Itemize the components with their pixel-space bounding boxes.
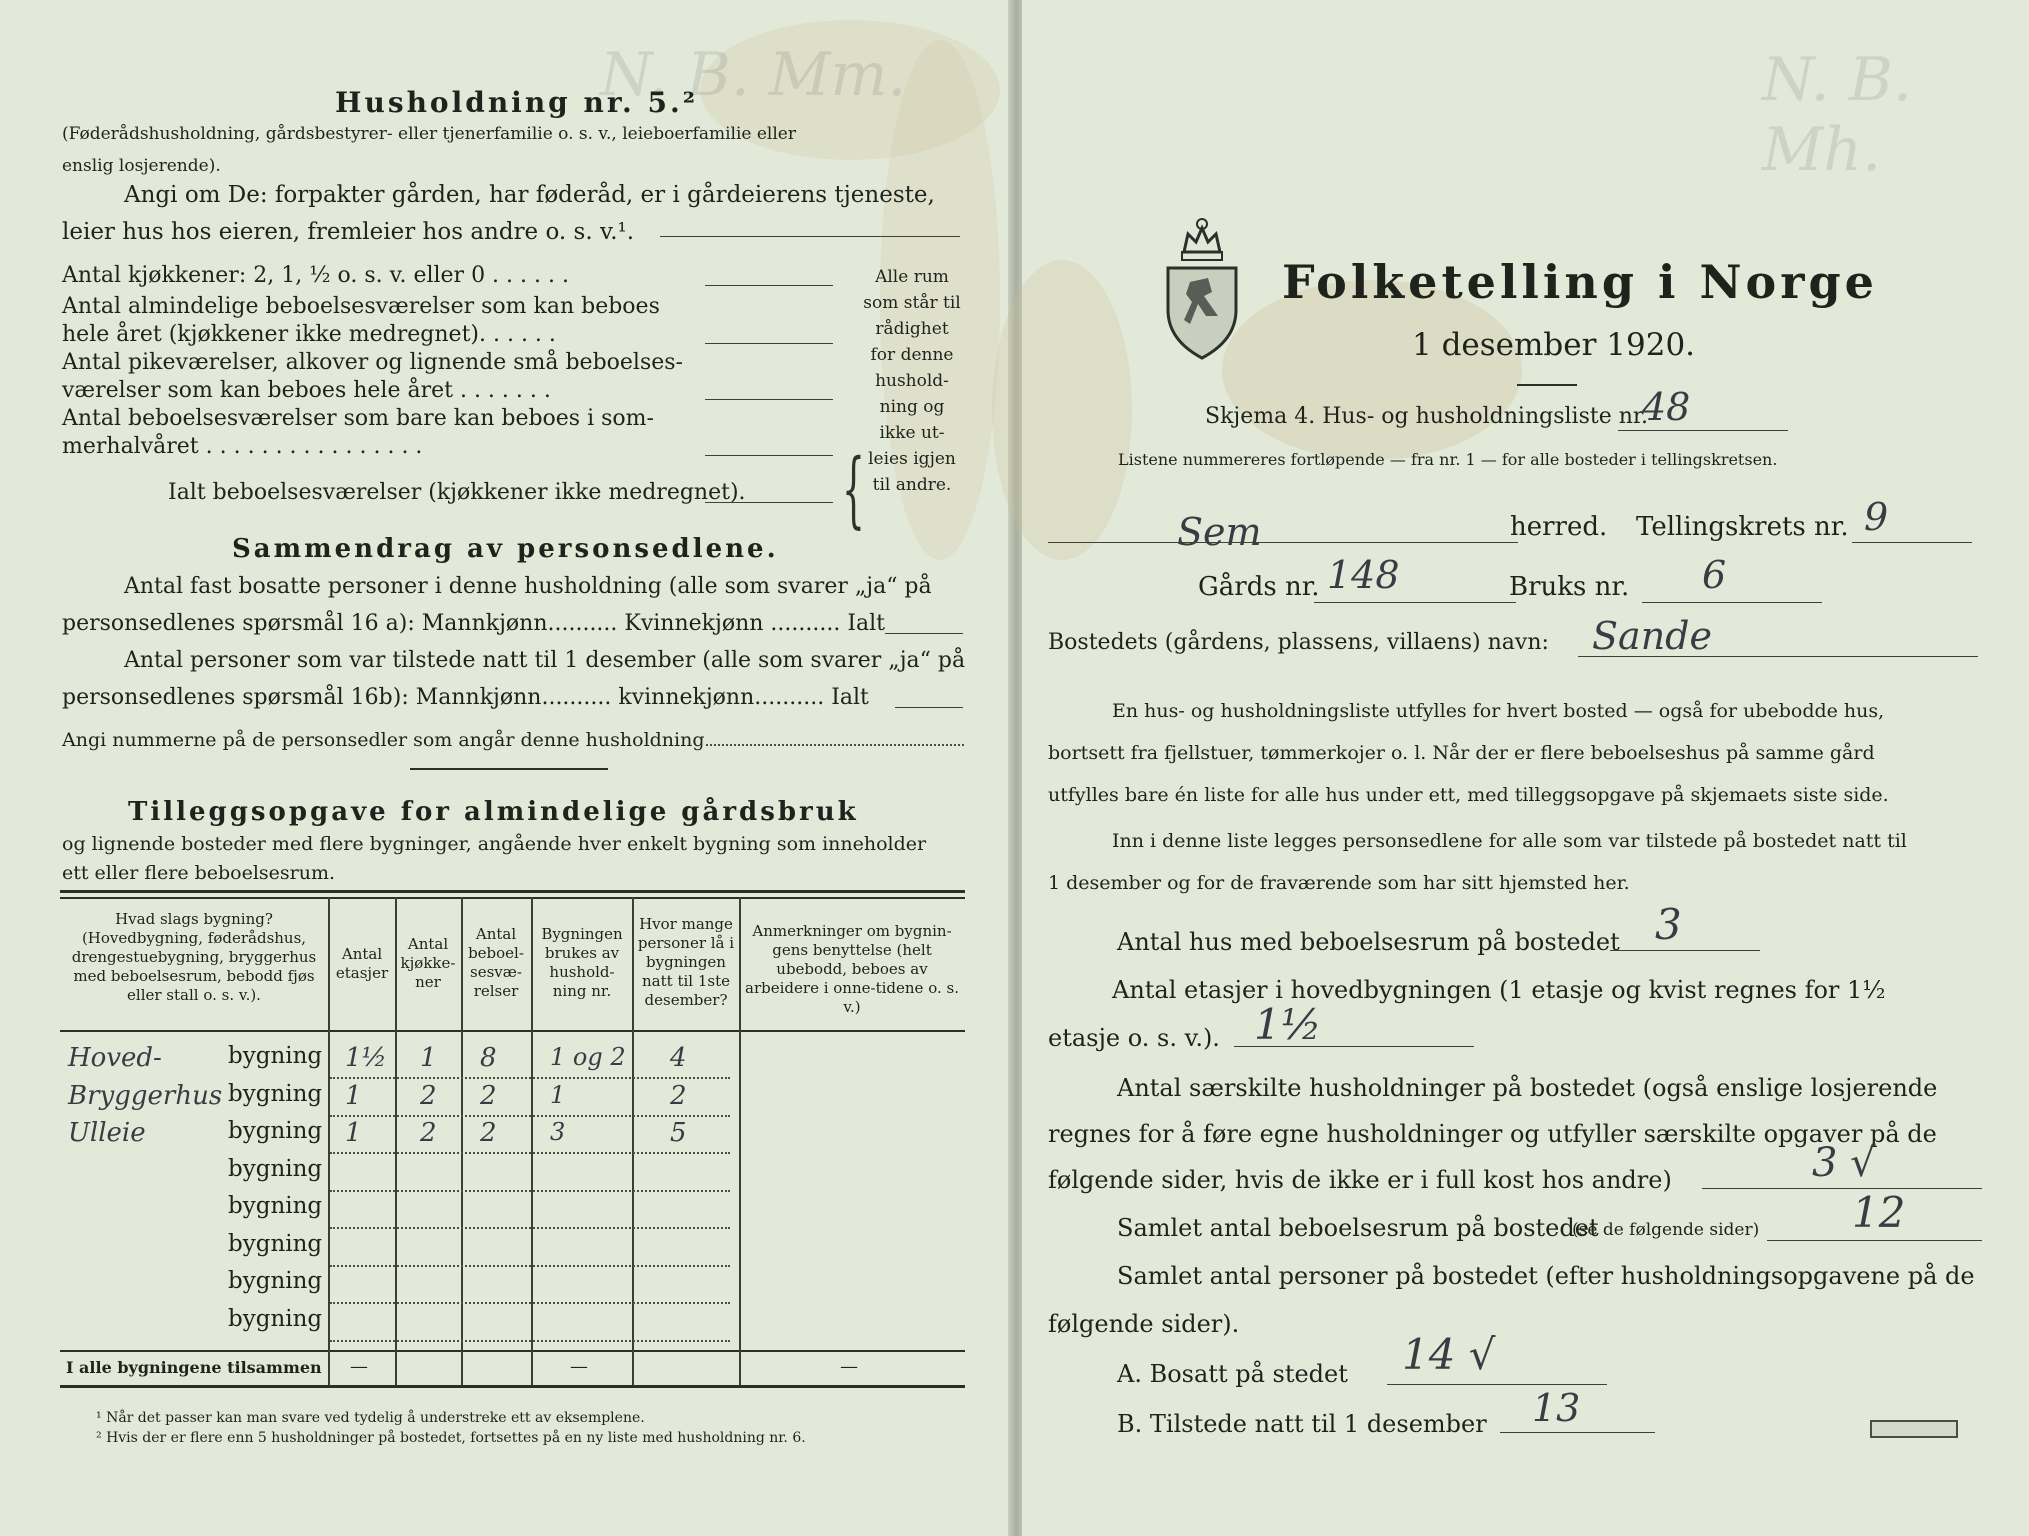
samlet-rum-note: (se de følgende sider) bbox=[1572, 1220, 1760, 1240]
rooms-somm-1: Antal beboelsesværelser som bare kan beboes i som- bbox=[62, 406, 654, 431]
bruks-value: 6 bbox=[1702, 553, 1727, 597]
samlet-pers-line-2: følgende sider). bbox=[1048, 1310, 1240, 1338]
table-total-label: I alle bygningene tilsammen bbox=[66, 1358, 322, 1377]
instruction-line: Inn i denne liste legges personsedlene for alle som var tilstede på bostedet natt til bbox=[1112, 830, 1907, 852]
brace-note-line: hushold- bbox=[875, 371, 949, 391]
brace-note-line: ning og bbox=[879, 397, 945, 417]
etasjer-line-2: etasje o. s. v.). bbox=[1048, 1024, 1220, 1052]
rooms-somm-2: merhalvåret . . . . . . . . . . . . . . . . bbox=[62, 434, 423, 459]
table-header-anmerkninger: Anmerkninger om bygnin-gens benyttelse (helt ubebodd, beboes av arbeidere i onne-tidene o. s. v.) bbox=[745, 922, 959, 1016]
row-dotted-line bbox=[330, 1340, 730, 1342]
row-bygning-label: bygning bbox=[228, 1305, 323, 1332]
brace-note-line: for denne bbox=[870, 345, 954, 365]
instruction-line: bortsett fra fjellstuer, tømmerkojer o. l. Når der er flere beboelseshus på samme gård bbox=[1048, 742, 1875, 764]
rooms-pike-1: Antal pikeværelser, alkover og lignende små beboelses- bbox=[62, 350, 683, 375]
brace-note-line: til andre. bbox=[872, 475, 952, 495]
gards-value: 148 bbox=[1327, 553, 1400, 597]
tilstede-value: 13 bbox=[1532, 1386, 1581, 1430]
row-dotted-line bbox=[330, 1152, 730, 1154]
sammendrag-p2b: personsedlenes spørsmål 16b): Mannkjønn.......... kvinnekjønn.......... Ialt bbox=[62, 685, 869, 710]
row-bygning-label: bygning bbox=[228, 1268, 323, 1294]
brace-note-line: Alle rum bbox=[875, 267, 949, 287]
table-header-husholdning: Bygningen brukes av hushold-ning nr. bbox=[541, 925, 623, 1000]
left-page: N. B. Mm. Husholdning nr. 5.² (Føderådshusholdning, gårdsbestyrer- eller tjenerfamilie o. s. v., leieboerfamilie eller enslig losjerende). Angi om De: forpakter gården, har føderåd, er i gårdeierens tjeneste, leier hus hos eieren, fremleier hos andre o. s. v.¹. Antal kjøkkener: 2, 1, ½ o. s. v. eller 0 . . . . . . Antal almindelige beboelsesværelser som kan beboes hele året (kjøkkener ikke medregnet). . . . . . Antal pikeværelser, alkover og lignende små beboelses- værelser som kan beboes hele året . . . . . . . Antal beboelsesværelser som bare kan beboes i som- merhalvåret . . . . . . . . . . . . . . . . Ialt beboelsesværelser (kjøkkener ikke medregnet). { Alle rum som står til rådighet for denne hushold- ning og ikke ut- leies igjen til andre. Sammendrag av personsedlene. Antal fast bosatte personer i denne husholdning (alle som svarer „ja“ på personsedlenes spørsmål 16 a): Mannkjønn.......... Kvinnekjønn .......... Ialt Antal personer som var tilstede natt til 1 desember (alle som svarer „ja“ på personsedlenes spørsmål 16b): Mannkjønn.......... kvinnekjønn.......... Ialt Angi nummerne på de personsedler som angår denne husholdning Tilleggsopgave for almindelige gårdsbruk og lignende bosteder med flere bygninger, angående hver enkelt bygning som inneholder ett eller flere beboelsesrum. Hvad slags bygning? (Hovedbygning, føderådshus, drengestuebygning, bryggerhus med beboelsesrum, bebodd fjøs eller stall o. s. v.). Antal etasjer Antal kjøkke-ner Antal beboel-sesvæ-relser Bygningen brukes av hushold-ning nr. Hvor mange personer lå i bygningen natt til 1ste desember? Anmerkninger om bygnin-gens benyttelse (helt ubebodd, beboes av arbeidere i onne-tidene o. s. v.) Hoved- bygning 1½ 1 8 1 og 2 4 Bryggerhus bygning 1 2 2 1 2 Ulleie bygning 1 2 2 3 5 bygning bygning bygning bygning bygning I alle bygningene tilsammen — — — ¹ Når det passer kan man svare ved tydelig å understreke ett av eksemplene. ² Hvis der er flere enn 5 husholdninger på bostedet, fortsettes på en ny liste med husholdning nr. 6. bbox=[0, 0, 1012, 1536]
brace-note-line: leies igjen bbox=[868, 449, 956, 469]
footnote-1: ¹ Når det passer kan man svare ved tydelig å understreke ett av eksemplene. bbox=[96, 1410, 645, 1426]
printer-stamp bbox=[1870, 1420, 1958, 1438]
samlet-rum-value: 12 bbox=[1852, 1188, 1906, 1237]
herred-value: Sem bbox=[1177, 510, 1262, 554]
row-dotted-line bbox=[330, 1115, 730, 1117]
row-dotted-line bbox=[330, 1265, 730, 1267]
row-kjokkener: 2 bbox=[420, 1080, 437, 1111]
table-header-kjokkener: Antal kjøkke-ner bbox=[400, 935, 456, 991]
etasjer-value: 1½ bbox=[1254, 1000, 1322, 1049]
brace-note-line: ikke ut- bbox=[879, 423, 945, 443]
row-husholdning: 3 bbox=[550, 1118, 566, 1146]
row-vaerelser: 8 bbox=[480, 1043, 497, 1073]
sammendrag-p1a: Antal fast bosatte personer i denne husholdning (alle som svarer „ja“ på bbox=[124, 574, 932, 599]
brace-note bbox=[862, 264, 962, 498]
row-husholdning: 1 bbox=[550, 1080, 566, 1109]
row-bygning-label: bygning bbox=[228, 1155, 323, 1182]
gards-label: Gårds nr. bbox=[1198, 572, 1320, 602]
row-personer: 4 bbox=[670, 1043, 687, 1073]
row-building-type: Bryggerhus bbox=[68, 1080, 223, 1111]
row-building-type: Ulleie bbox=[68, 1118, 146, 1148]
instruction-line: 1 desember og for de fraværende som har sitt hjemsted her. bbox=[1048, 872, 1630, 894]
row-vaerelser: 2 bbox=[480, 1118, 497, 1148]
sammendrag-p1b: personsedlenes spørsmål 16 a): Mannkjønn.......... Kvinnekjønn .......... Ialt bbox=[62, 611, 886, 636]
bosatt-label: A. Bosatt på stedet bbox=[1117, 1360, 1348, 1388]
rooms-pike-2: værelser som kan beboes hele året . . . . . . . bbox=[62, 378, 551, 403]
table-total-hush-dash: — bbox=[570, 1356, 588, 1377]
instruction-line: En hus- og husholdningsliste utfylles for hvert bosted — også for ubebodde hus, bbox=[1112, 700, 1885, 722]
census-title: Folketelling i Norge bbox=[1282, 255, 1878, 309]
rooms-kjokkener: Antal kjøkkener: 2, 1, ½ o. s. v. eller 0 . . . . . . bbox=[62, 263, 569, 288]
instruction-line: utfylles bare én liste for alle hus under ett, med tilleggsopgave på skjemaets siste side. bbox=[1048, 784, 1889, 806]
household-intro-2: enslig losjerende). bbox=[62, 156, 221, 176]
samlet-pers-line-1: Samlet antal personer på bostedet (efter husholdningsopgavene på de bbox=[1117, 1262, 1975, 1290]
sammendrag-p3: Angi nummerne på de personsedler som angår denne husholdning bbox=[62, 729, 705, 751]
row-bygning-label: bygning bbox=[228, 1043, 323, 1069]
krets-value: 9 bbox=[1864, 495, 1889, 539]
brace-note-line: rådighet bbox=[875, 319, 949, 339]
krets-label: Tellingskrets nr. bbox=[1636, 512, 1849, 542]
rooms-ialt: Ialt beboelsesværelser (kjøkkener ikke medregnet). bbox=[168, 480, 746, 505]
skjema-value: 48 bbox=[1642, 385, 1691, 429]
footnote-2: ² Hvis der er flere enn 5 husholdninger på bostedet, fortsettes på en ny liste med husholdning nr. 6. bbox=[96, 1430, 806, 1446]
row-etasjer: 1 bbox=[345, 1080, 362, 1111]
row-etasjer: 1 bbox=[345, 1118, 362, 1148]
row-kjokkener: 1 bbox=[420, 1043, 437, 1073]
hus-label: Antal hus med beboelsesrum på bostedet bbox=[1117, 928, 1620, 956]
row-bygning-label: bygning bbox=[228, 1230, 323, 1257]
table-header-vaerelser: Antal beboel-sesvæ-relser bbox=[468, 925, 524, 1000]
row-dotted-line bbox=[330, 1077, 730, 1079]
listene-note: Listene nummereres fortløpende — fra nr. 1 — for alle bosteder i tellingskretsen. bbox=[1118, 450, 1778, 469]
sammendrag-title: Sammendrag av personsedlene. bbox=[232, 534, 779, 564]
household-title: Husholdning nr. 5.² bbox=[335, 86, 699, 119]
samlet-rum-label: Samlet antal beboelsesrum på bostedet bbox=[1117, 1214, 1599, 1242]
bosatt-value: 14 √ bbox=[1402, 1330, 1496, 1379]
hush-value: 3 √ bbox=[1812, 1140, 1876, 1186]
household-intro-1: (Føderådshusholdning, gårdsbestyrer- eller tjenerfamilie o. s. v., leieboerfamilie eller bbox=[62, 124, 796, 144]
rooms-alm-2: hele året (kjøkkener ikke medregnet). . . . . . bbox=[62, 322, 556, 347]
row-personer: 5 bbox=[670, 1118, 687, 1148]
row-bygning-label: bygning bbox=[228, 1193, 323, 1219]
hus-value: 3 bbox=[1655, 900, 1682, 949]
angi-line-1: Angi om De: forpakter gården, har føderåd, er i gårdeierens tjeneste, bbox=[124, 182, 935, 208]
table-header-personer: Hvor mange personer lå i bygningen natt til 1ste desember? bbox=[637, 915, 735, 1009]
herred-label: herred. bbox=[1510, 512, 1608, 542]
hush-line-1: Antal særskilte husholdninger på bostedet (også enslige losjerende bbox=[1117, 1074, 1938, 1102]
table-total-etasjer-dash: — bbox=[350, 1356, 368, 1377]
tilstede-label: B. Tilstede natt til 1 desember bbox=[1117, 1410, 1487, 1438]
bosted-label: Bostedets (gårdens, plassens, villaens) navn: bbox=[1048, 630, 1549, 655]
row-building-type: Hoved- bbox=[68, 1043, 162, 1073]
tillegg-sub-2: ett eller flere beboelsesrum. bbox=[62, 862, 336, 884]
row-bygning-label: bygning bbox=[228, 1118, 323, 1144]
bruks-label: Bruks nr. bbox=[1509, 572, 1630, 602]
table-header-etasjer: Antal etasjer bbox=[335, 945, 389, 982]
table-total-anm-dash: — bbox=[840, 1356, 858, 1377]
row-dotted-line bbox=[330, 1190, 730, 1192]
hush-line-3: følgende sider, hvis de ikke er i full kost hos andre) bbox=[1048, 1166, 1672, 1194]
row-etasjer: 1½ bbox=[345, 1043, 387, 1073]
table-header-type: Hvad slags bygning? (Hovedbygning, føderådshus, drengestuebygning, bryggerhus med beboelsesrum, bebodd fjøs eller stall o. s. v.). bbox=[71, 910, 317, 1004]
brace-note-line: som står til bbox=[863, 293, 961, 313]
sammendrag-p2a: Antal personer som var tilstede natt til 1 desember (alle som svarer „ja“ på bbox=[124, 648, 966, 673]
etasjer-line-1: Antal etasjer i hovedbygningen (1 etasje og kvist regnes for 1½ bbox=[1112, 976, 1886, 1004]
tillegg-title: Tilleggsopgave for almindelige gårdsbruk bbox=[128, 797, 859, 827]
row-kjokkener: 2 bbox=[420, 1118, 437, 1148]
row-vaerelser: 2 bbox=[480, 1080, 497, 1111]
tillegg-sub-1: og lignende bosteder med flere bygninger, angående hver enkelt bygning som inneholder bbox=[62, 833, 927, 855]
angi-line-2: leier hus hos eieren, fremleier hos andre o. s. v.¹. bbox=[62, 219, 635, 245]
coat-of-arms-icon bbox=[1162, 212, 1242, 362]
row-dotted-line bbox=[330, 1302, 730, 1304]
census-date: 1 desember 1920. bbox=[1412, 327, 1696, 363]
bosted-value: Sande bbox=[1592, 614, 1712, 658]
skjema-label: Skjema 4. Hus- og husholdningsliste nr. bbox=[1205, 404, 1648, 429]
row-personer: 2 bbox=[670, 1080, 687, 1111]
hush-line-2: regnes for å føre egne husholdninger og utfyller særskilte opgaver på de bbox=[1048, 1120, 1937, 1148]
row-husholdning: 1 og 2 bbox=[550, 1043, 626, 1071]
right-page: N. B. Mh. Folketelling i Norge 1 desember 1920. Skjema 4. Hus- og husholdningsliste nr. 48 Listene nummereres fortløpende — fra nr. 1 — for alle bosteder i tellingskretsen. Sem herred. Tellingskrets nr. 9 Gårds nr. 148 Bruks nr. 6 Bostedets (gårdens, plassens, villaens) navn: Sande En hus- og husholdningsliste utfylles for hvert bosted — også for ubebodde hus, bortsett fra fjellstuer, tømmerkojer o. l. Når der er flere beboelseshus på samme gård utfylles bare én liste for alle hus under ett, med tilleggsopgave på skjemaets siste side. Inn i denne liste legges personsedlene for alle som var tilstede på bostedet natt til 1 desember og for de fraværende som har sitt hjemsted her. Antal hus med beboelsesrum på bostedet 3 Antal etasjer i hovedbygningen (1 etasje og kvist regnes for 1½ etasje o. s. v.). 1½ Antal særskilte husholdninger på bostedet (også enslige losjerende regnes for å føre egne husholdninger og utfyller særskilte opgaver på de følgende sider, hvis de ikke er i full kost hos andre) 3 √ Samlet antal beboelsesrum på bostedet (se de følgende sider) 12 Samlet antal personer på bostedet (efter husholdningsopgavene på de følgende sider). A. Bosatt på stedet 14 √ B. Tilstede natt til 1 desember 13 bbox=[1022, 0, 2029, 1536]
row-bygning-label: bygning bbox=[228, 1080, 323, 1107]
brace-glyph: { bbox=[842, 443, 865, 538]
row-dotted-line bbox=[330, 1227, 730, 1229]
rooms-alm-1: Antal almindelige beboelsesværelser som kan beboes bbox=[62, 294, 660, 319]
